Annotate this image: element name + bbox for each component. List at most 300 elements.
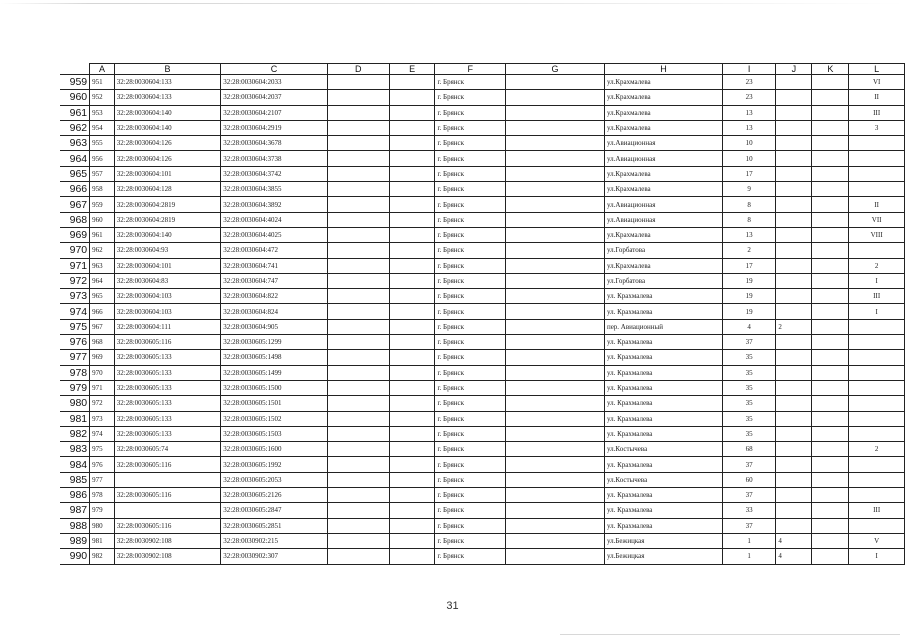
row-number[interactable]: 962	[60, 120, 90, 135]
cell-h[interactable]: ул.Бежицкая	[604, 549, 722, 564]
cell-k[interactable]	[812, 457, 849, 472]
cell-j[interactable]	[776, 304, 812, 319]
cell-k[interactable]	[812, 488, 849, 503]
cell-c[interactable]: 32:28:0030604:3892	[221, 197, 327, 212]
cell-j[interactable]	[776, 380, 812, 395]
cell-h[interactable]: ул.Авиационная	[604, 212, 722, 227]
cell-l[interactable]	[849, 426, 905, 441]
column-header-d[interactable]: D	[327, 64, 389, 75]
row-number[interactable]: 978	[60, 365, 90, 380]
cell-e[interactable]	[389, 442, 435, 457]
cell-l[interactable]: VI	[849, 75, 905, 90]
cell-i[interactable]: 10	[722, 136, 775, 151]
cell-f[interactable]: г. Брянск	[435, 488, 506, 503]
cell-g[interactable]	[506, 273, 605, 288]
cell-l[interactable]	[849, 380, 905, 395]
cell-f[interactable]: г. Брянск	[435, 365, 506, 380]
row-number[interactable]: 984	[60, 457, 90, 472]
row-number[interactable]: 981	[60, 411, 90, 426]
cell-c[interactable]: 32:28:0030902:307	[221, 549, 327, 564]
cell-a[interactable]: 980	[90, 518, 115, 533]
cell-h[interactable]: ул. Крахмалева	[604, 350, 722, 365]
cell-c[interactable]: 32:28:0030605:1992	[221, 457, 327, 472]
cell-i[interactable]: 8	[722, 212, 775, 227]
cell-l[interactable]: I	[849, 549, 905, 564]
column-header-j[interactable]: J	[776, 64, 812, 75]
cell-l[interactable]	[849, 457, 905, 472]
cell-l[interactable]: I	[849, 304, 905, 319]
cell-f[interactable]: г. Брянск	[435, 75, 506, 90]
cell-g[interactable]	[506, 411, 605, 426]
cell-b[interactable]: 32:28:0030604:140	[114, 120, 220, 135]
cell-i[interactable]: 60	[722, 472, 775, 487]
cell-f[interactable]: г. Брянск	[435, 166, 506, 181]
cell-b[interactable]: 32:28:0030604:140	[114, 105, 220, 120]
cell-a[interactable]: 982	[90, 549, 115, 564]
cell-i[interactable]: 68	[722, 442, 775, 457]
cell-h[interactable]: ул. Крахмалева	[604, 365, 722, 380]
cell-k[interactable]	[812, 426, 849, 441]
cell-b[interactable]: 32:28:0030605:116	[114, 518, 220, 533]
cell-i[interactable]: 35	[722, 380, 775, 395]
cell-l[interactable]	[849, 518, 905, 533]
cell-l[interactable]: I	[849, 273, 905, 288]
cell-a[interactable]: 968	[90, 335, 115, 350]
cell-j[interactable]: 2	[776, 319, 812, 334]
cell-a[interactable]: 978	[90, 488, 115, 503]
cell-h[interactable]: ул.Горбатова	[604, 243, 722, 258]
cell-d[interactable]	[327, 335, 389, 350]
cell-f[interactable]: г. Брянск	[435, 273, 506, 288]
cell-j[interactable]	[776, 90, 812, 105]
row-number[interactable]: 985	[60, 472, 90, 487]
cell-j[interactable]: 4	[776, 549, 812, 564]
cell-i[interactable]: 35	[722, 396, 775, 411]
cell-h[interactable]: ул.Крахмалева	[604, 120, 722, 135]
cell-k[interactable]	[812, 105, 849, 120]
cell-h[interactable]: ул.Крахмалева	[604, 227, 722, 242]
cell-k[interactable]	[812, 533, 849, 548]
cell-d[interactable]	[327, 426, 389, 441]
cell-l[interactable]: III	[849, 289, 905, 304]
cell-k[interactable]	[812, 289, 849, 304]
cell-k[interactable]	[812, 442, 849, 457]
cell-i[interactable]: 19	[722, 273, 775, 288]
row-number[interactable]: 964	[60, 151, 90, 166]
cell-g[interactable]	[506, 396, 605, 411]
cell-i[interactable]: 10	[722, 151, 775, 166]
cell-e[interactable]	[389, 258, 435, 273]
cell-f[interactable]: г. Брянск	[435, 212, 506, 227]
cell-g[interactable]	[506, 120, 605, 135]
cell-b[interactable]: 32:28:0030604:126	[114, 151, 220, 166]
cell-b[interactable]: 32:28:0030604:133	[114, 90, 220, 105]
cell-c[interactable]: 32:28:0030604:822	[221, 289, 327, 304]
cell-k[interactable]	[812, 503, 849, 518]
cell-i[interactable]: 35	[722, 411, 775, 426]
cell-d[interactable]	[327, 304, 389, 319]
cell-e[interactable]	[389, 350, 435, 365]
cell-a[interactable]: 974	[90, 426, 115, 441]
row-number[interactable]: 977	[60, 350, 90, 365]
cell-e[interactable]	[389, 105, 435, 120]
cell-l[interactable]	[849, 151, 905, 166]
cell-d[interactable]	[327, 273, 389, 288]
cell-e[interactable]	[389, 243, 435, 258]
cell-l[interactable]	[849, 136, 905, 151]
cell-k[interactable]	[812, 243, 849, 258]
cell-h[interactable]: ул. Крахмалева	[604, 457, 722, 472]
column-header-l[interactable]: L	[849, 64, 905, 75]
cell-h[interactable]: ул.Костычева	[604, 472, 722, 487]
cell-j[interactable]	[776, 472, 812, 487]
cell-l[interactable]: VII	[849, 212, 905, 227]
cell-c[interactable]: 32:28:0030604:2107	[221, 105, 327, 120]
cell-l[interactable]: III	[849, 503, 905, 518]
cell-c[interactable]: 32:28:0030605:1498	[221, 350, 327, 365]
cell-d[interactable]	[327, 503, 389, 518]
cell-h[interactable]: ул. Крахмалева	[604, 411, 722, 426]
cell-a[interactable]: 954	[90, 120, 115, 135]
row-number[interactable]: 967	[60, 197, 90, 212]
cell-i[interactable]: 35	[722, 365, 775, 380]
cell-g[interactable]	[506, 105, 605, 120]
cell-a[interactable]: 969	[90, 350, 115, 365]
cell-a[interactable]: 952	[90, 90, 115, 105]
cell-k[interactable]	[812, 258, 849, 273]
cell-c[interactable]: 32:28:0030604:3678	[221, 136, 327, 151]
cell-j[interactable]	[776, 457, 812, 472]
cell-c[interactable]: 32:28:0030604:4025	[221, 227, 327, 242]
cell-f[interactable]: г. Брянск	[435, 350, 506, 365]
cell-g[interactable]	[506, 289, 605, 304]
cell-k[interactable]	[812, 304, 849, 319]
cell-j[interactable]	[776, 518, 812, 533]
cell-f[interactable]: г. Брянск	[435, 151, 506, 166]
cell-h[interactable]: ул.Костычева	[604, 442, 722, 457]
cell-h[interactable]: ул.Крахмалева	[604, 258, 722, 273]
cell-a[interactable]: 955	[90, 136, 115, 151]
cell-a[interactable]: 963	[90, 258, 115, 273]
cell-k[interactable]	[812, 549, 849, 564]
cell-b[interactable]: 32:28:0030605:133	[114, 380, 220, 395]
cell-a[interactable]: 956	[90, 151, 115, 166]
cell-e[interactable]	[389, 488, 435, 503]
cell-i[interactable]: 4	[722, 319, 775, 334]
cell-i[interactable]: 37	[722, 457, 775, 472]
column-header-b[interactable]: B	[114, 64, 220, 75]
cell-j[interactable]	[776, 136, 812, 151]
cell-i[interactable]: 17	[722, 258, 775, 273]
cell-h[interactable]: ул. Крахмалева	[604, 380, 722, 395]
cell-f[interactable]: г. Брянск	[435, 105, 506, 120]
cell-e[interactable]	[389, 380, 435, 395]
row-number[interactable]: 988	[60, 518, 90, 533]
cell-b[interactable]: 32:28:0030605:133	[114, 350, 220, 365]
cell-h[interactable]: ул.Крахмалева	[604, 105, 722, 120]
cell-c[interactable]: 32:28:0030604:3738	[221, 151, 327, 166]
cell-e[interactable]	[389, 503, 435, 518]
cell-j[interactable]	[776, 258, 812, 273]
cell-d[interactable]	[327, 90, 389, 105]
column-header-a[interactable]: A	[90, 64, 115, 75]
cell-e[interactable]	[389, 151, 435, 166]
cell-k[interactable]	[812, 90, 849, 105]
cell-e[interactable]	[389, 289, 435, 304]
cell-i[interactable]: 17	[722, 166, 775, 181]
cell-a[interactable]: 957	[90, 166, 115, 181]
column-header-e[interactable]: E	[389, 64, 435, 75]
cell-a[interactable]: 971	[90, 380, 115, 395]
cell-l[interactable]: II	[849, 197, 905, 212]
cell-i[interactable]: 37	[722, 488, 775, 503]
cell-g[interactable]	[506, 426, 605, 441]
cell-a[interactable]: 965	[90, 289, 115, 304]
cell-b[interactable]: 32:28:0030605:133	[114, 426, 220, 441]
row-number[interactable]: 979	[60, 380, 90, 395]
cell-d[interactable]	[327, 488, 389, 503]
cell-a[interactable]: 961	[90, 227, 115, 242]
cell-b[interactable]: 32:28:0030604:93	[114, 243, 220, 258]
cell-f[interactable]: г. Брянск	[435, 533, 506, 548]
cell-e[interactable]	[389, 182, 435, 197]
cell-j[interactable]	[776, 426, 812, 441]
cell-l[interactable]	[849, 350, 905, 365]
cell-a[interactable]: 958	[90, 182, 115, 197]
cell-g[interactable]	[506, 136, 605, 151]
cell-f[interactable]: г. Брянск	[435, 518, 506, 533]
cell-h[interactable]: ул. Крахмалева	[604, 488, 722, 503]
cell-j[interactable]	[776, 350, 812, 365]
cell-j[interactable]	[776, 182, 812, 197]
row-number[interactable]: 976	[60, 335, 90, 350]
row-number[interactable]: 960	[60, 90, 90, 105]
cell-j[interactable]	[776, 197, 812, 212]
cell-b[interactable]: 32:28:0030604:101	[114, 258, 220, 273]
cell-d[interactable]	[327, 518, 389, 533]
cell-c[interactable]: 32:28:0030604:905	[221, 319, 327, 334]
row-number[interactable]: 989	[60, 533, 90, 548]
cell-c[interactable]: 32:28:0030605:1299	[221, 335, 327, 350]
cell-k[interactable]	[812, 197, 849, 212]
row-number[interactable]: 959	[60, 75, 90, 90]
cell-i[interactable]: 23	[722, 75, 775, 90]
row-number[interactable]: 974	[60, 304, 90, 319]
cell-e[interactable]	[389, 197, 435, 212]
cell-e[interactable]	[389, 457, 435, 472]
cell-b[interactable]: 32:28:0030604:111	[114, 319, 220, 334]
cell-e[interactable]	[389, 335, 435, 350]
cell-e[interactable]	[389, 90, 435, 105]
cell-d[interactable]	[327, 243, 389, 258]
column-header-f[interactable]: F	[435, 64, 506, 75]
cell-l[interactable]	[849, 335, 905, 350]
cell-i[interactable]: 37	[722, 335, 775, 350]
cell-e[interactable]	[389, 533, 435, 548]
cell-c[interactable]: 32:28:0030605:1501	[221, 396, 327, 411]
cell-g[interactable]	[506, 488, 605, 503]
cell-k[interactable]	[812, 182, 849, 197]
cell-j[interactable]	[776, 503, 812, 518]
cell-c[interactable]: 32:28:0030604:2037	[221, 90, 327, 105]
cell-c[interactable]: 32:28:0030604:3742	[221, 166, 327, 181]
cell-i[interactable]: 1	[722, 533, 775, 548]
cell-a[interactable]: 976	[90, 457, 115, 472]
cell-e[interactable]	[389, 411, 435, 426]
cell-g[interactable]	[506, 442, 605, 457]
cell-c[interactable]: 32:28:0030605:2851	[221, 518, 327, 533]
cell-a[interactable]: 953	[90, 105, 115, 120]
row-number[interactable]: 982	[60, 426, 90, 441]
cell-e[interactable]	[389, 518, 435, 533]
cell-i[interactable]: 13	[722, 227, 775, 242]
cell-f[interactable]: г. Брянск	[435, 380, 506, 395]
cell-i[interactable]: 2	[722, 243, 775, 258]
row-number[interactable]: 987	[60, 503, 90, 518]
cell-b[interactable]: 32:28:0030605:133	[114, 365, 220, 380]
cell-d[interactable]	[327, 289, 389, 304]
cell-g[interactable]	[506, 227, 605, 242]
cell-f[interactable]: г. Брянск	[435, 335, 506, 350]
cell-d[interactable]	[327, 227, 389, 242]
cell-d[interactable]	[327, 258, 389, 273]
cell-b[interactable]	[114, 472, 220, 487]
cell-j[interactable]	[776, 411, 812, 426]
cell-h[interactable]: ул.Крахмалева	[604, 182, 722, 197]
cell-e[interactable]	[389, 549, 435, 564]
row-number[interactable]: 971	[60, 258, 90, 273]
column-header-h[interactable]: H	[604, 64, 722, 75]
cell-c[interactable]: 32:28:0030605:2053	[221, 472, 327, 487]
cell-i[interactable]: 33	[722, 503, 775, 518]
cell-i[interactable]: 13	[722, 120, 775, 135]
cell-l[interactable]: II	[849, 90, 905, 105]
cell-f[interactable]: г. Брянск	[435, 90, 506, 105]
cell-a[interactable]: 967	[90, 319, 115, 334]
cell-a[interactable]: 970	[90, 365, 115, 380]
cell-g[interactable]	[506, 549, 605, 564]
cell-g[interactable]	[506, 197, 605, 212]
cell-l[interactable]: VIII	[849, 227, 905, 242]
cell-h[interactable]: ул. Крахмалева	[604, 426, 722, 441]
cell-h[interactable]: ул.Крахмалева	[604, 166, 722, 181]
cell-l[interactable]	[849, 365, 905, 380]
cell-g[interactable]	[506, 304, 605, 319]
cell-d[interactable]	[327, 197, 389, 212]
cell-i[interactable]: 9	[722, 182, 775, 197]
cell-d[interactable]	[327, 166, 389, 181]
cell-j[interactable]	[776, 488, 812, 503]
cell-k[interactable]	[812, 227, 849, 242]
cell-g[interactable]	[506, 335, 605, 350]
cell-e[interactable]	[389, 120, 435, 135]
cell-b[interactable]: 32:28:0030605:116	[114, 488, 220, 503]
cell-d[interactable]	[327, 472, 389, 487]
cell-k[interactable]	[812, 380, 849, 395]
cell-k[interactable]	[812, 472, 849, 487]
cell-j[interactable]	[776, 166, 812, 181]
cell-g[interactable]	[506, 472, 605, 487]
cell-h[interactable]: ул. Крахмалева	[604, 289, 722, 304]
cell-k[interactable]	[812, 166, 849, 181]
cell-f[interactable]: г. Брянск	[435, 426, 506, 441]
cell-h[interactable]: ул.Крахмалева	[604, 75, 722, 90]
cell-a[interactable]: 966	[90, 304, 115, 319]
cell-g[interactable]	[506, 182, 605, 197]
cell-g[interactable]	[506, 166, 605, 181]
cell-k[interactable]	[812, 396, 849, 411]
column-header-g[interactable]: G	[506, 64, 605, 75]
cell-f[interactable]: г. Брянск	[435, 289, 506, 304]
column-header-i[interactable]: I	[722, 64, 775, 75]
row-number[interactable]: 975	[60, 319, 90, 334]
cell-h[interactable]: ул. Крахмалева	[604, 518, 722, 533]
cell-j[interactable]	[776, 151, 812, 166]
cell-k[interactable]	[812, 75, 849, 90]
cell-l[interactable]	[849, 396, 905, 411]
row-number[interactable]: 963	[60, 136, 90, 151]
cell-l[interactable]	[849, 243, 905, 258]
cell-i[interactable]: 13	[722, 105, 775, 120]
cell-d[interactable]	[327, 182, 389, 197]
column-header-k[interactable]: K	[812, 64, 849, 75]
row-number[interactable]: 970	[60, 243, 90, 258]
cell-i[interactable]: 19	[722, 304, 775, 319]
cell-k[interactable]	[812, 411, 849, 426]
cell-e[interactable]	[389, 75, 435, 90]
cell-g[interactable]	[506, 503, 605, 518]
column-header-c[interactable]: C	[221, 64, 327, 75]
cell-l[interactable]	[849, 166, 905, 181]
cell-h[interactable]: ул.Авиационная	[604, 136, 722, 151]
row-number[interactable]: 990	[60, 549, 90, 564]
cell-g[interactable]	[506, 365, 605, 380]
row-number[interactable]: 980	[60, 396, 90, 411]
cell-j[interactable]	[776, 120, 812, 135]
cell-j[interactable]	[776, 289, 812, 304]
cell-f[interactable]: г. Брянск	[435, 182, 506, 197]
cell-f[interactable]: г. Брянск	[435, 197, 506, 212]
cell-k[interactable]	[812, 335, 849, 350]
cell-b[interactable]: 32:28:0030604:133	[114, 75, 220, 90]
cell-a[interactable]: 973	[90, 411, 115, 426]
row-number[interactable]: 961	[60, 105, 90, 120]
cell-c[interactable]: 32:28:0030604:2033	[221, 75, 327, 90]
cell-g[interactable]	[506, 457, 605, 472]
cell-f[interactable]: г. Брянск	[435, 136, 506, 151]
cell-l[interactable]: V	[849, 533, 905, 548]
cell-g[interactable]	[506, 75, 605, 90]
cell-b[interactable]: 32:28:0030604:140	[114, 227, 220, 242]
cell-f[interactable]: г. Брянск	[435, 243, 506, 258]
cell-f[interactable]: г. Брянск	[435, 411, 506, 426]
cell-c[interactable]: 32:28:0030604:824	[221, 304, 327, 319]
cell-e[interactable]	[389, 212, 435, 227]
cell-b[interactable]: 32:28:0030604:103	[114, 289, 220, 304]
cell-b[interactable]: 32:28:0030604:103	[114, 304, 220, 319]
cell-g[interactable]	[506, 380, 605, 395]
cell-i[interactable]: 23	[722, 90, 775, 105]
cell-c[interactable]: 32:28:0030604:747	[221, 273, 327, 288]
cell-g[interactable]	[506, 151, 605, 166]
cell-l[interactable]: 3	[849, 120, 905, 135]
cell-f[interactable]: г. Брянск	[435, 304, 506, 319]
cell-i[interactable]: 35	[722, 350, 775, 365]
cell-a[interactable]: 981	[90, 533, 115, 548]
cell-e[interactable]	[389, 426, 435, 441]
cell-a[interactable]: 959	[90, 197, 115, 212]
cell-j[interactable]	[776, 212, 812, 227]
